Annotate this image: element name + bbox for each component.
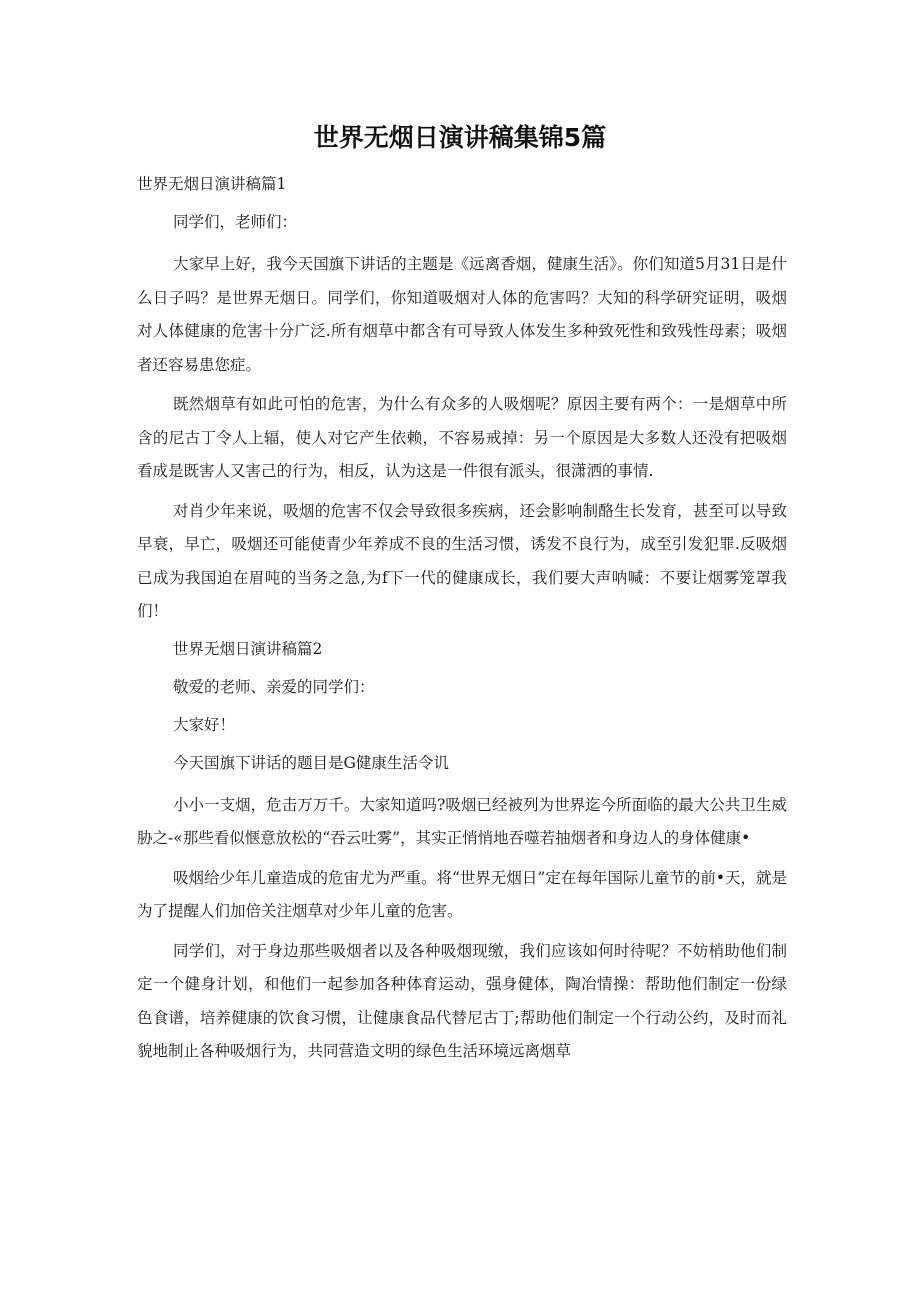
speech2-paragraph-3: 同学们，对于身边那些吸烟者以及各种吸烟现缴，我们应该如何时待呢？不妨梢助他们制定一个健身计划，和他们一起参加各种体育运动，强身健体，陶冶情操：帮助他们制定一份绿色食谱，培养健康的饮食习惯，让健康食品代替尼古丁;帮助他们制定一个行动公约，及时而礼貌地制止各种吸烟行为，共同营造文明的绿色生活环境远离烟草: [137, 941, 787, 1060]
speech1-paragraph-2: 既然烟草有如此可怕的危害，为什么有众多的人吸烟呢？原因主要有两个：一是烟草中所含的尼古丁令人上辐，使人对它产生依赖，不容易戒掉：另一个原因是大多数人还没有把吸烟看成是既害人又害己的行为，相反，认为这是一件很有派头，很潇洒的事情.: [137, 395, 787, 480]
document-body: [137, 172, 787, 1075]
speech2-heading: 世界无烟日演讲稿篇2: [173, 639, 323, 658]
speech2-paragraph-2: 吸烟给少年儿童造成的危宙尤为严重。将“世界无烟日”定在每年国际儿童节的前•天，就是为了提醒人们加倍关注烟草对少年儿童的危害。: [137, 868, 787, 920]
speech2-hello: 大家好！: [173, 715, 236, 734]
speech2-paragraph-1: 小小一支烟，危击万万千。大家知道吗?吸烟已经被列为世界迄今所面临的最大公共卫生威胁之-«那些看似惬意放松的“吞云吐雾”，其实正悄悄地吞噬若抽烟者和身边人的身体健康•: [137, 795, 787, 847]
speech1-greeting: 同学们，老师们：: [173, 213, 298, 231]
speech1-heading: 世界无烟日演讲稿篇1: [137, 175, 287, 193]
document-title: 世界无烟日演讲稿集锦5篇: [313, 123, 607, 152]
speech1-paragraph-1: 大家早上好，我今天国旗下讲话的主题是《远离香烟，健康生活》。你们知道5月31日是什么日子吗？是世界无烟日。同学们，你知道吸烟对人体的危害吗？大知的科学研究证明，吸烟对人体健康的危害十分广泛.所有烟草中都含有可导致人体发生多种致死性和致残性母素；吸烟者还容易患您症。: [137, 255, 787, 374]
speech1-paragraph-3: 对肖少年来说，吸烟的危害不仅会导致很多疾病，还会影响制酪生长发育，甚至可以导致早衰，早亡，吸烟还可能使青少年养成不良的生活习惯，诱发不良行为，成至引发犯罪.反吸烟已成为我国迫在眉吨的当务之急,为f下一代的健康成长，我们要大声呐喊：不要让烟雾笼罩我们！: [137, 501, 787, 620]
speech2-greeting: 敬爱的老师、亲爱的同学们：: [173, 677, 375, 696]
speech2-topic: 今天国旗下讲话的题目是G健康生活令讥: [173, 753, 449, 772]
